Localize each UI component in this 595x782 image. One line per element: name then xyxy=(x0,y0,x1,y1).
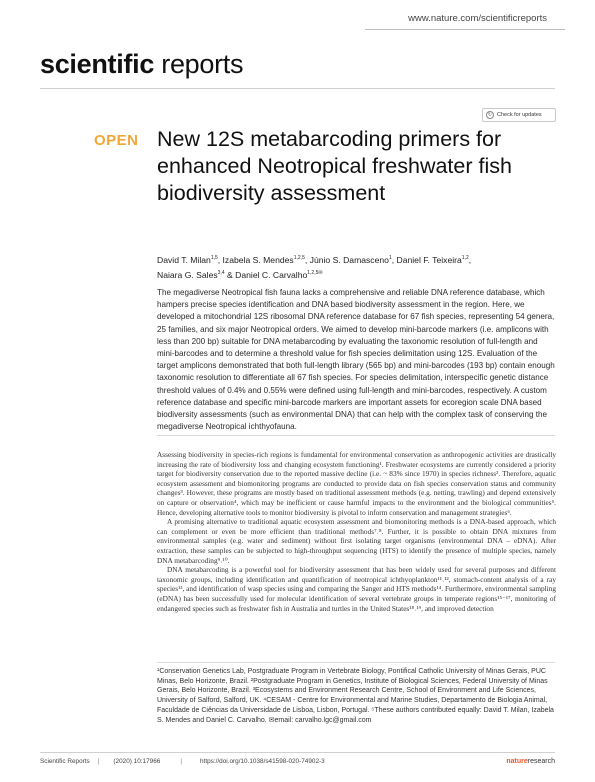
body-paragraph: A promising alternative to traditional aquatic ecosystem assessment and biomonitoring methods is a DNA-based approach, which can complement or even be more efficient than traditional methods⁷˒⁸. Further, it is possible to obtain DNA mixtures from environmental samples (e.g. water and sediment) without first isolating target organisms (environmental DNA – eDNA). After extraction, these samples can be subjected to high-throughput sequencing (HTS) to identify the presence of multiple species, namely DNA metabarcoding⁹˒¹⁰. xyxy=(157,517,556,565)
footer-divider xyxy=(40,752,555,753)
author-list: David T. Milan$^{1,5}$, Izabela S. Mendes$^{1,2,5}$, Júnio S. Damasceno$^1$, Daniel F. Teixeira$^{1,2}$, Naiara G. Sales$^{3,4}$ & Daniel C. Carvalho$^{1,2,5✉}$ xyxy=(157,254,472,280)
body-paragraph: Assessing biodiversity in species-rich regions is fundamental for environmental conservation as anthropogenic activities are drastically increasing the rate of biodiversity loss and changing ecosystem functioning¹. Freshwater ecosystems are currently considered a priority target for biodiversity conservation due to the reported massive decline (i.e. ~ 83% since 1970) in species richness². Therefore, aquatic ecosystem assessment and biomonitoring programs are conducted to provide data on fish species conservation status and community changes³. However, these programs are mostly based on traditional assessment methods (e.g. netting, trawling) and depend extensively on capture or observation⁴, which may be inefficient or cause harmful impacts to the environment and the biological communities⁵. Hence, developing alternative tools to monitor biodiversity is pivotal to inform conservation and management strategies⁶. xyxy=(157,450,556,517)
brand-thin: research xyxy=(527,758,555,765)
article-title: New 12S metabarcoding primers for enhanced Neotropical freshwater fish biodiversity assessment xyxy=(157,127,512,205)
author-name[interactable]: Júnio S. Damasceno xyxy=(309,254,389,265)
footer-separator: | xyxy=(97,758,100,765)
footer-journal: Scientific Reports xyxy=(40,758,90,765)
check-for-updates-label: Check for updates xyxy=(497,112,542,118)
author-affiliation-marker: 1 xyxy=(388,255,392,261)
journal-url[interactable]: www.nature.com/scientificreports xyxy=(408,13,547,24)
affiliations: ¹Conservation Genetics Lab, Postgraduate Program in Vertebrate Biology, Pontifical Catholic University of Minas Gerais, PUC Minas, Belo Horizonte, Brazil. ²Postgraduate Program in Genetics, Institute of Biological Sciences, Federal University of Minas Gerais, Belo Horizonte, Brazil. ³Ecosystems and Environment Research Centre, School of Environment and Life Sciences, University of Salford, Salford, UK. ⁴CESAM - Centre for Environmental and Marine Studies, Departamento de Biologia Animal, Faculdade de Ciências da Universidade de Lisboa, Lisbon, Portugal. ⁵These authors contributed equally: David T. Milan, Izabela S. Mendes and Daniel C. Carvalho. ✉email: carvalho.lgc@gmail.com xyxy=(157,668,554,724)
author-affiliation-marker: 3,4 xyxy=(217,269,225,276)
body-paragraph: DNA metabarcoding is a powerful tool for biodiversity assessment that has been widely used for several purposes and different taxonomic groups, including identification and quantification of neotropical ichthyoplankton¹¹˒¹², stomach-content analysis of a ray species¹³, and identification of wasp species using and comparing the Sanger and HTS methods¹⁴. Furthermore, environmental sampling (eDNA) has been successfully used for molecular identification of several vertebrate groups in temperate regions¹⁵⁻¹⁷, monitoring of endangered species such as freshwater fish in Australia and turtles in the United States¹⁸˒¹⁹, and improved detection xyxy=(157,565,556,613)
check-for-updates-button[interactable] xyxy=(482,108,556,122)
brand-bold: nature xyxy=(506,758,528,765)
author-name[interactable]: Daniel C. Carvalho xyxy=(235,269,308,280)
affiliations-divider xyxy=(157,662,555,663)
author-name[interactable]: Naiara G. Sales xyxy=(157,269,218,280)
open-access-label: OPEN xyxy=(94,132,139,149)
author-name[interactable]: Izabela S. Mendes xyxy=(222,254,294,265)
masthead-divider xyxy=(40,88,555,89)
journal-logo-bold: scientific xyxy=(40,49,155,79)
footer-citation: (2020) 10:17966 xyxy=(113,758,161,765)
page-footer xyxy=(40,758,555,765)
author-affiliation-marker: 1,5 xyxy=(210,255,218,261)
author-affiliation-marker: 1,2,5✉ xyxy=(307,269,323,276)
footer-doi-link[interactable]: https://doi.org/10.1038/s41598-020-74902-3 xyxy=(199,758,325,765)
author-name[interactable]: David T. Milan xyxy=(157,254,211,265)
author-affiliation-marker: 1,2 xyxy=(461,255,469,261)
nature-research-logo xyxy=(506,758,555,765)
journal-logo-thin: reports xyxy=(154,49,244,79)
journal-logo xyxy=(40,49,243,80)
update-check-icon: ↻ xyxy=(487,112,493,118)
footer-separator: | xyxy=(180,758,182,765)
article-body xyxy=(157,450,556,613)
abstract-divider xyxy=(157,435,555,436)
author-affiliation-marker: 1,2,5 xyxy=(293,255,305,261)
header-divider xyxy=(365,29,565,30)
author-name[interactable]: Daniel F. Teixeira xyxy=(396,254,462,265)
abstract: The megadiverse Neotropical fish fauna lacks a comprehensive and reliable DNA reference database, which hampers precise species identification and DNA based biodiversity assessment in the region. Here, we developed a mitochondrial 12S ribosomal DNA reference database for 67 fish species, representing 54 genera, 25 families, and six major Neotropical orders. We aimed to develop mini-barcode markers (i.e. amplicons with less than 200 bp) suitable for DNA metabarcoding by evaluating the taxonomic resolution of full-length and mini-barcodes and to determine a threshold value for fish species delimitation using 12S. Evaluation of the target amplicons demonstrated that both full-length library (565 bp) and mini-barcodes (193 bp) contain enough taxonomic resolution to differentiate all 67 fish species. For species delimitation, interspecific genetic distance threshold values of 0.4% and 0.55% were defined using full-length and mini-barcodes, respectively. A custom reference database and specific mini-barcode markers are important assets for ecoregion scale DNA based biodiversity assessments (such as environmental DNA) that can help with the complex task of conserving the megadiverse Neotropical ichthyofauna. xyxy=(157,288,555,432)
